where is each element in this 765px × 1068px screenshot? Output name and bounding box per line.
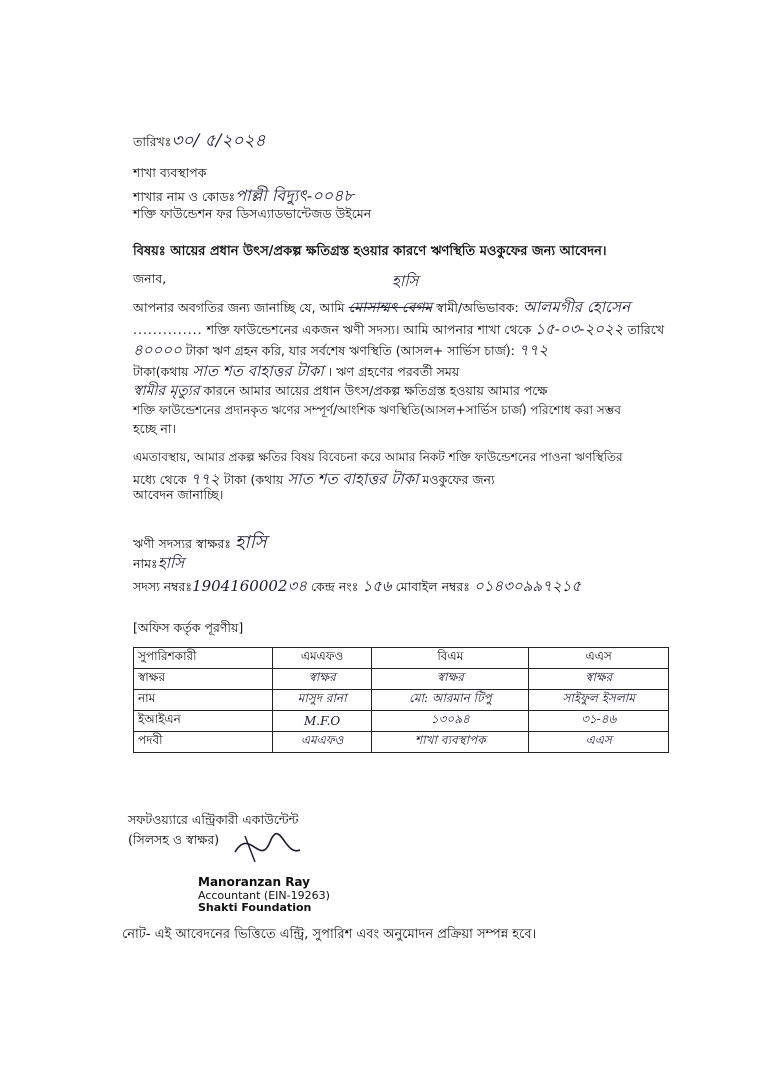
table-header-row [134,648,669,669]
accountant-sub: (সিলসহ ও স্বাক্ষর) [128,832,220,847]
mobile-label: মোবাইল নম্বরঃ [395,579,470,594]
balance-in-words: সাত শত বাহাত্তর টাকা [192,362,324,380]
body-text: মওকুফের জন্য [422,472,495,487]
member-no: 1904160002৩৪ [192,577,307,595]
accountant-stamp [198,875,330,915]
body-text: টাকা(কথায় [133,364,189,379]
body-line-7: হচ্ছে না। [133,421,176,436]
row-label: নাম [134,690,273,711]
row-label: পদবী [134,732,273,753]
accountant-signature-mark [225,822,305,872]
body-text: শক্তি ফাউন্ডেশনের একজন ঋণী সদস্য। আমি আপনার শাখা থেকে [206,322,532,337]
row-label: ইআইএন [134,711,273,732]
body-text: কারনে আমার আয়ের প্রধান উৎস/প্রকল্প ক্ষতিগ্রস্ত হওয়ায় আমার পক্ষে [203,383,548,398]
applicant-name-above: হাসি [392,272,419,290]
table-header-cell: এমএফও [273,648,372,669]
body-text: আপনার অবগতির জন্য জানাচ্ছি যে, আমি [133,300,345,315]
waive-amount-words: সাত শত বাহাত্তর টাকা [287,470,419,488]
ein-cell: ১৩০৯৪ [372,711,529,732]
footer-note: নোট- এই আবেদনের ভিত্তিতে এন্ট্রি, সুপারিশ এবং অনুমোদন প্রক্রিয়া সম্পন্ন হবে। [122,927,537,942]
table-row [134,732,669,753]
body-text: তারিখে [627,322,665,337]
table-row [134,690,669,711]
guardian-label: স্বামী/অভিভাবক: [436,300,519,315]
mobile-no: ০১৪৩০৯৯৭২১৫ [473,577,582,595]
member-no-label: সদস্য নম্বরঃ [133,579,193,594]
reason-text: স্বামীর মৃত্যুর [133,383,200,399]
signature-cell: স্বাক্ষর [372,669,529,690]
center-no: ১৫৬ [362,577,392,595]
body-text: । ঋণ গ্রহণের পরবর্তী সময় [327,364,460,379]
body-line-5 [133,382,547,401]
date-label: তারিখঃ [133,134,172,149]
accountant-title: সফটওয়্যারে এন্ট্রিকারী একাউন্টেন্ট [128,812,299,827]
member-signature: হাসি [234,532,267,553]
designation-cell: এমএফও [273,732,372,753]
loan-date: ১৫-০৩-২০২২ [535,320,624,338]
body-line-2 [133,319,664,339]
member-name-line [133,553,184,573]
member-signature-label: ঋণী সদস্যর স্বাক্ষরঃ [133,536,231,551]
branch-label: শাখার নাম ও কোডঃ [133,189,236,204]
name-cell: সাইফুল ইসলাম [529,690,669,711]
approval-table [133,647,669,753]
member-name: হাসি [157,554,185,572]
signature-cell: স্বাক্ষর [529,669,669,690]
waive-amount: ৭৭২ [190,470,220,488]
body-line-6: শক্তি ফাউন্ডেশনের প্রদানকৃত ঋণের সম্পূর্ণ/আংশিক ঋণস্থিতি(আসল+সার্ভিস চার্জ) পরিশোধ করা সম্ভব [133,403,621,417]
row-label: স্বাক্ষর [134,669,273,690]
stamp-name: Manoranzan Ray [198,875,310,889]
office-heading: [অফিস কর্তৃক পূরণীয়] [133,620,244,635]
ein-cell: M.F.O [273,711,372,732]
loan-amount: ৪০০০০ [133,341,182,359]
table-header-cell: বিএম [372,648,529,669]
designation-cell: শাখা ব্যবস্থাপক [372,732,529,753]
body-line-1 [133,297,630,318]
addressee: শাখা ব্যবস্থাপক [133,165,207,180]
member-ids-line [133,576,581,596]
para2-line-3: আবেদন জানাচ্ছি। [133,487,224,502]
table-header-cell: সুপারিশকারী [134,648,273,669]
center-label: কেন্দ্র নংঃ [310,579,359,594]
member-name-label: নামঃ [133,556,158,571]
organisation-name: শক্তি ফাউন্ডেশন ফর ডিসএ্যাডভান্টেজড উইমেন [133,206,372,221]
table-row [134,711,669,732]
body-text: টাকা (কথায় [223,472,284,487]
name-cell: মো: আরমান টিপু [372,690,529,711]
branch-line [133,185,354,207]
name-cell: মাসুদ রানা [273,690,372,711]
table-row [134,669,669,690]
para2-line-1: এমতাবস্থায়, আমার প্রকল্প ক্ষতির বিষয় বিবেচনা করে আমার নিকট শক্তি ফাউন্ডেশনের পাওনা ঋণস্থিতির [133,450,623,464]
stamp-org: Shakti Foundation [198,901,312,915]
branch-value: পাল্লী বিদ্যুৎ-০০৪৮ [235,186,354,205]
guardian-name: আলমগীর হোসেন [522,298,631,316]
member-signature-line [133,531,267,555]
designation-cell: এএস [529,732,669,753]
salutation: জনাব, [133,271,167,286]
ein-cell: ৩১-৪৬ [529,711,669,732]
date-line [133,130,266,153]
body-text: মধ্যে থেকে [133,472,187,487]
table-header-cell: এএস [529,648,669,669]
body-line-3 [133,340,548,360]
loan-balance: ৭৭২ [518,341,549,359]
applicant-struck-name: মোসাম্মৎ বেগম [348,300,433,316]
stamp-title: Accountant (EIN-19263) [198,888,330,902]
date-value: ৩০/ ৫/২০২৪ [171,131,266,151]
subject-line: বিষয়ঃ আয়ের প্রধান উৎস/প্রকল্প ক্ষতিগ্রস্ত হওয়ার কারণে ঋণস্থিতি মওকুফের জন্য আবেদন। [133,244,607,259]
body-text: টাকা ঋণ গ্রহন করি, যার সর্বশেষ ঋণস্থিতি (আসল+ সার্ভিস চার্জ): [185,343,515,358]
body-line-4 [133,361,459,381]
signature-cell: স্বাক্ষর [273,669,372,690]
dotted-fill: .............. [133,322,203,337]
